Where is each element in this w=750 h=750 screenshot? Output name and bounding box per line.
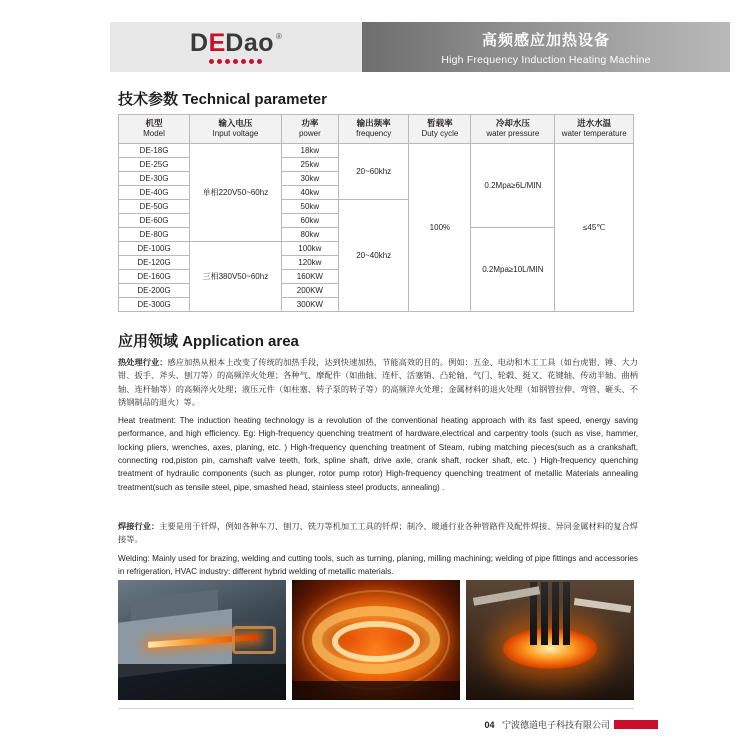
cell-model: DE-160G [119,270,190,284]
registered-mark-icon: ® [276,31,282,41]
th-duty-cycle [409,115,471,144]
th-temperature-cn: 进水水温 [577,118,612,128]
cell-power: 60kw [281,214,338,228]
cell-power: 50kw [281,200,338,214]
cell-power: 40kw [281,186,338,200]
cell-model: DE-120G [119,256,190,270]
header-title-cn: 高频感应加热设备 [481,31,610,49]
th-voltage-en: Input voltage [212,129,259,139]
cell-power: 30kw [281,172,338,186]
cell-power: 25kw [281,158,338,172]
cell-model: DE-25G [119,158,190,172]
cell-model: DE-60G [119,214,190,228]
cell-duty-cycle: 100% [409,144,471,312]
section-title-application-cn: 应用领域 [118,333,179,350]
logo-letter-e: E [208,28,226,57]
cell-model: DE-30G [119,172,190,186]
cell-model: DE-40G [119,186,190,200]
brazing-rods-crucible-photo [466,580,634,700]
th-voltage-cn: 输入电压 [218,118,253,128]
th-duty-cn: 暂载率 [427,118,453,128]
technical-parameter-table [118,114,634,312]
th-water-pressure [471,115,555,144]
section-title-application-en: Application area [182,333,299,350]
photo-strip [118,580,634,700]
cell-frequency-low: 20~40khz [338,200,409,312]
section-title-technical [118,88,327,109]
paragraph-label-heat-treatment: 热处理行业： [118,358,168,367]
cell-power: 80kw [281,228,338,242]
cell-power: 120kw [281,256,338,270]
application-paragraph-welding [118,520,638,578]
cell-model: DE-18G [119,144,190,158]
th-frequency [338,115,409,144]
logo-block [110,22,362,72]
cell-power: 100kw [281,242,338,256]
table-row [119,144,634,158]
th-pressure-cn: 冷却水压 [495,118,530,128]
paragraph-label-welding: 焊接行业： [118,522,160,531]
th-frequency-en: frequency [356,129,392,139]
paragraph-en-heat-treatment: Heat treatment: The induction heating technology is a revolution of the conventional heating approach with its fast speed, energy saving performance, and high efficiency. Eg: High-frequency quenching treatment of hardware,electrical and carpentry tools (such as vise, hammer, locking pliers, wrenches, axes, planing, etc. ) High-frequency quenching treatment of Steam, rubing matching pieces(such as a crankshaft, connecting rod,piston pin, camshaft valve teeth, fork, spline shaft, drive axle, crank shaft, rocker shaft, etc. ) High-frequency quenching treatment of hydraulic components (such as plunger, rotor pump rotor) High-frequency quenching treatment of metallic Materials annealing treatment(such as tensile steel, pipe, smashed head, stainless steel products, annealing) . [118,416,638,492]
cell-power: 160KW [281,270,338,284]
th-model-cn: 机型 [145,118,163,128]
logo-letters-dao: Dao [225,28,275,57]
table-header-row [119,115,634,144]
page-footer [0,708,750,750]
cell-power: 300KW [281,298,338,312]
cell-voltage-three: 三相380V50~60hz [190,242,282,312]
paragraph-cn-text-heat-treatment: 感应加热从根本上改变了传统的加热手段，达到快速加热，节能高效的目的。例如：五金、电动和木工工具（如台虎钳、锤、大力钳、扳手、斧头、刨刀等）的高频淬火处理；各种气、摩配件（如曲轴、连杆、活塞销、凸轮轴、气门、轮毂、挺又、花键轴、传动半轴、曲柄轴、连杆轴等）的高频淬火处理；液压元件（如柱塞、转子泵的转子等）的高频淬火处理；金属材料的退火处理（如钢管拉伸、弯管、砸头、不锈钢制品的退火）等。 [118,358,638,407]
th-frequency-cn: 输出频率 [356,118,391,128]
cell-voltage-single: 单相220V50~60hz [190,144,282,242]
cell-model: DE-80G [119,228,190,242]
company-name: 宁波德道电子科技有限公司 [501,720,610,730]
th-model-en: Model [143,129,165,139]
page-header [110,22,730,72]
logo-dots-icon [209,59,262,64]
footer-text [484,718,610,731]
th-temperature-en: water temperature [561,129,627,139]
header-title-block [362,22,730,72]
th-water-temperature [555,115,634,144]
page-number: 04 [484,720,495,730]
th-power-cn: 功率 [301,118,319,128]
cell-model: DE-300G [119,298,190,312]
application-paragraph-heat-treatment [118,356,638,494]
th-power [281,115,338,144]
cell-power: 200KW [281,284,338,298]
paragraph-cn-text-welding: 主要是用于钎焊，例如各种车刀、刨刀、铣刀等机加工工具的钎焊；制冷、暖通行业各种管路件及配件焊接、异同金属材料的复合焊接等。 [118,522,638,545]
cell-water-temperature: ≤45℃ [555,144,634,312]
cell-model: DE-100G [119,242,190,256]
glowing-ring-coil-photo [292,580,460,700]
section-title-technical-cn: 技术参数 [118,91,179,108]
induction-heating-bar-photo [118,580,286,700]
footer-accent-bar [614,720,658,729]
th-power-en: power [298,129,321,139]
cell-power: 18kw [281,144,338,158]
footer-divider [118,708,634,709]
section-title-application [118,330,299,351]
cell-pressure-large: 0.2Mpa≥10L/MIN [471,228,555,312]
header-title-en: High Frequency Induction Heating Machine [441,53,651,66]
cell-frequency-high: 20~60khz [338,144,409,200]
dedao-logo [190,28,282,64]
th-duty-en: Duty cycle [421,129,459,139]
th-pressure-en: water pressure [486,129,540,139]
cell-pressure-small: 0.2Mpa≥6L/MIN [471,144,555,228]
cell-model: DE-50G [119,200,190,214]
th-model [119,115,190,144]
logo-letter-d: D [190,28,209,57]
paragraph-cn-welding [118,520,638,547]
paragraph-en-welding: Welding: Mainly used for brazing, welding and cutting tools, such as turning, planing, milling machining; welding of pipe fittings and accessories in refrigeration, HVAC industry: different hybrid welding of metallic materials. [118,553,638,576]
paragraph-cn-heat-treatment [118,356,638,409]
th-voltage [190,115,282,144]
cell-model: DE-200G [119,284,190,298]
section-title-technical-en: Technical parameter [182,91,327,108]
